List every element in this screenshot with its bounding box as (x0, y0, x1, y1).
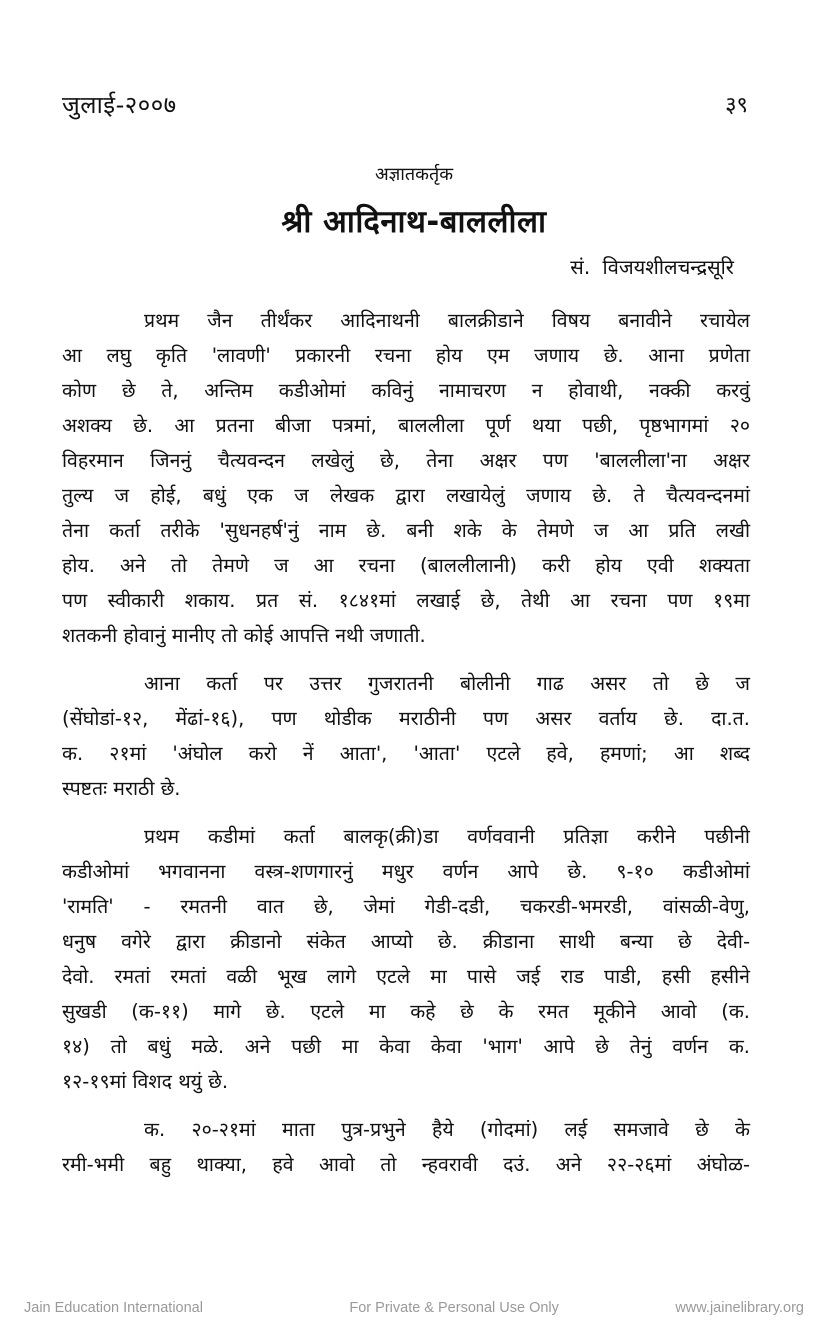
text-line: १२-१९मां विशद थयुं छे. (62, 1070, 229, 1093)
footer-publisher: Jain Education International (24, 1300, 203, 1316)
footer-usage-note: For Private & Personal Use Only (349, 1300, 559, 1316)
text-line: विहरमान जिननुं चैत्यवन्दन लखेलुं छे, तेना अक्षर पण 'बाललीला'ना अक्षर (62, 449, 750, 472)
issue-date: जुलाई-२००७ (62, 90, 177, 119)
text-line: 'रामति' - रमतनी वात छे, जेमां गेडी-दडी, चकरडी-भमरडी, वांसळी-वेणु, (62, 895, 750, 918)
text-line: शतकनी होवानुं मानीए तो कोई आपत्ति नथी जणाती. (62, 624, 426, 647)
text-line: आना कर्ता पर उत्तर गुजरातनी बोलीनी गाढ असर तो छे ज (144, 672, 750, 695)
text-line: आ लघु कृति 'लावणी' प्रकारनी रचना होय एम जणाय छे. आना प्रणेता (62, 344, 750, 367)
text-line: स्पष्टतः मराठी छे. (62, 777, 181, 800)
text-line: देवो. रमतां रमतां वळी भूख लागे एटले मा पासे जई राड पाडी, हसी हसीने (62, 965, 750, 988)
paragraph-1 (62, 303, 750, 653)
text-line: होय. अने तो तेमणे ज आ रचना (बाललीलानी) करी होय एवी शक्यता (62, 554, 750, 577)
page-number: ३९ (725, 93, 748, 118)
text-line: तेना कर्ता तरीके 'सुधनहर्ष'नुं नाम छे. बनी शके के तेमणे ज आ प्रति लखी (62, 519, 750, 542)
text-line: (सेंघोडां-१२, मेंढां-१६), पण थोडीक मराठीनी पण असर वर्ताय छे. दा.त. (62, 707, 750, 730)
article-title: श्री आदिनाथ-बाललीला (281, 204, 547, 240)
text-line: क. २०-२१मां माता पुत्र-प्रभुने हैये (गोदमां) लई समजावे छे के (144, 1118, 750, 1141)
article-editor: सं. विजयशीलचन्द्रसूरि (570, 255, 734, 279)
text-line: प्रथम कडीमां कर्ता बालकृ(क्री)डा वर्णववानी प्रतिज्ञा करीने पछीनी (144, 825, 750, 848)
text-line: तुल्य ज होई, बधुं एक ज लेखक द्वारा लखायेलुं जणाय छे. ते चैत्यवन्दनमां (62, 484, 750, 507)
paragraph-3 (62, 819, 750, 1099)
paragraph-2 (62, 666, 750, 806)
text-line: धनुष वगेरे द्वारा क्रीडानो संकेत आप्यो छे. क्रीडाना साथी बन्या छे देवी- (62, 930, 750, 953)
running-header (62, 84, 748, 124)
text-line: सुखडी (क-११) मागे छे. एटले मा कहे छे के रमत मूकीने आवो (क. (62, 1000, 750, 1023)
text-line: रमी-भमी बहु थाक्या, हवे आवो तो न्हवरावी दउं. अने २२-२६मां अंघोळ- (62, 1153, 750, 1176)
page-footer (24, 1297, 804, 1319)
footer-website-link[interactable]: www.jainelibrary.org (675, 1300, 804, 1316)
text-line: क. २१मां 'अंघोल करो नें आता', 'आता' एटले हवे, हमणां; आ शब्द (62, 742, 750, 765)
paragraph-4 (62, 1112, 750, 1182)
text-line: अशक्य छे. आ प्रतना बीजा पत्रमां, बाललीला पूर्ण थया पछी, पृष्ठभागमां २० (62, 414, 750, 437)
text-line: १४) तो बधुं मळे. अने पछी मा केवा केवा 'भाग' आपे छे तेनुं वर्णन क. (62, 1035, 750, 1058)
article-body (62, 303, 750, 1195)
text-line: प्रथम जैन तीर्थंकर आदिनाथनी बालक्रीडाने विषय बनावीने रचायेल (144, 309, 750, 332)
article-subtitle: अज्ञातकर्तृक (374, 164, 454, 185)
text-line: कडीओमां भगवानना वस्त्र-शणगारनुं मधुर वर्णन आपे छे. ९-१० कडीओमां (62, 860, 750, 883)
text-line: कोण छे ते, अन्तिम कडीओमां कविनुं नामाचरण न होवाथी, नक्की करवुं (62, 379, 750, 402)
text-line: पण स्वीकारी शकाय. प्रत सं. १८४१मां लखाई छे, तेथी आ रचना पण १९मा (62, 589, 750, 612)
